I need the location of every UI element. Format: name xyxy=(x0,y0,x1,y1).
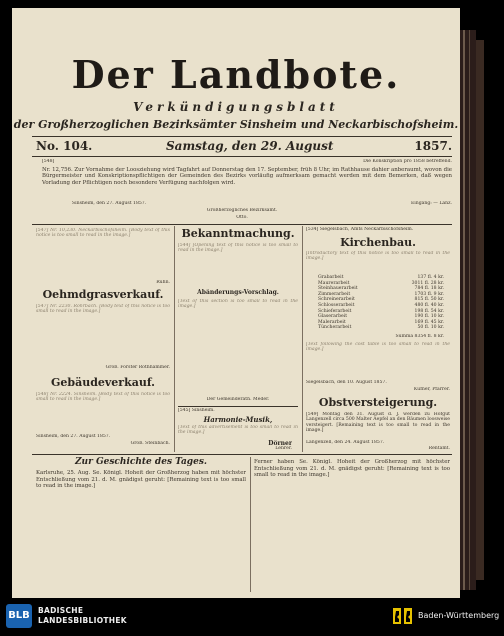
middle-text-2: [Text of this section is too small to read in the image.] xyxy=(178,299,298,310)
masthead-subtitle-1: Verkündigungsblatt xyxy=(133,100,339,114)
right-notice-2-text: [549] Montag den 31. August d. J. werden zu Hofgut Langenzell circa 500 Malter Aepfel an den Bäumen loosweise versteigert. [Remaining text is too small to read in the image.] xyxy=(306,412,450,434)
left-notice-2-signature: Groß. Förster Rothhammer. xyxy=(105,365,170,370)
divider xyxy=(178,406,298,407)
right-heading-2: Obstversteigerung. xyxy=(318,396,438,409)
top-notice-right-note-2: Eingang: — Lanz. xyxy=(410,201,452,206)
divider xyxy=(32,224,452,225)
cost-table-amount: 815 fl. 50 kr. xyxy=(414,297,444,303)
cost-table-amount: 1703 fl. 9 kr. xyxy=(414,291,444,297)
left-notice-1-text: [547] Nr. 10,230. Neckarbischofsheim. [Body text of this notice is too small to read in the image.] xyxy=(36,228,170,239)
left-heading-3: Gebäudeverkauf. xyxy=(50,376,155,389)
cost-table-total: Summa 8354 fl. 8 kr. xyxy=(395,334,444,339)
blb-name-line-1: BADISCHE xyxy=(38,606,84,615)
cost-table-amount: 480 fl. 40 kr. xyxy=(414,302,444,308)
page-stack-edge xyxy=(469,30,470,590)
middle-ad-text: [Text of this advertisement is too small to read in the image.] xyxy=(178,425,298,436)
cost-table-label: Schlosserarbeit xyxy=(318,302,355,308)
right-notice-2-signature: Rentamt. xyxy=(428,446,450,451)
issue-number: No. 104. xyxy=(36,139,93,153)
cost-table-label: Tüncherarbeit xyxy=(318,325,352,331)
top-notice-text: Nr. 12,756. Zur Vornahme der Loosziehung wird Tagfahrt auf Donnerstag den 17. September, früh 8 Uhr, im Rathhause dahier anberaumt, wovon die Bürgermeister und Konskriptionspflichtigen der Gemeinden des Bezirks vorläufig aufmerksam gemacht werden mit dem Bemerken, daß wegen Vorladung der Pflichtigen noch besondere Verfügung nachfolgen wird. xyxy=(42,167,452,186)
bottom-col-right: Ferner haben Se. Königl. Hoheit der Großherzog mit höchster Entschließung vom 21. d. M. gnädigst geruht: [Remaining text is too small to read in the image.] xyxy=(254,459,450,479)
middle-subheading: Abänderungs-Vorschlag. xyxy=(197,289,279,296)
cost-table-label: Maurerarbeit xyxy=(318,280,350,286)
cost-table-row xyxy=(318,325,444,331)
cost-table-amount: 50 fl. 10 kr. xyxy=(417,325,444,331)
top-notice-ref: [548] xyxy=(42,159,55,164)
middle-ad-name: Dörner xyxy=(268,440,292,447)
left-heading-2: Oehmdgrasverkauf. xyxy=(42,288,164,301)
left-notice-1-signature: Ruhn. xyxy=(156,280,170,285)
top-notice-right-note: Die Konskription pro 1858 betreffend. xyxy=(363,159,452,164)
cost-table-label: Grabarbeit xyxy=(318,275,344,280)
left-notice-3-text: [548] Nr. 2224. Sinsheim. [Body text of this notice is too small to read in the image.] xyxy=(36,392,170,403)
blb-name[interactable] xyxy=(38,606,127,625)
cost-table-amount: 198 fl. 54 kr. xyxy=(414,308,444,314)
bottom-heading: Zur Geschichte des Tages. xyxy=(74,457,208,467)
page-stack-edge xyxy=(463,30,465,590)
top-notice-signature: Otto. xyxy=(236,215,248,220)
cost-table-amount: 169 fl. 45 kr. xyxy=(414,319,444,325)
column-divider xyxy=(174,226,175,452)
left-notice-3-signature: Groß. Steinbach. xyxy=(130,441,170,446)
right-signature: Küfner, Pfarrer. xyxy=(413,387,450,392)
column-divider xyxy=(250,457,251,592)
right-heading: Kirchenbau. xyxy=(340,236,416,249)
masthead-title: Der Landbote. xyxy=(71,52,401,97)
top-notice-office: Großherzogliches Bezirksamt. xyxy=(206,208,278,213)
middle-text-1: [544] [Opening text of this notice is too small to read in the image.] xyxy=(178,243,298,254)
top-notice-place-date: Sinsheim, den 27. August 1857. xyxy=(72,201,147,206)
right-place-date: Siegelsbach, den 10. August 1857. xyxy=(306,380,387,385)
right-intro: [Introductory text of this notice is too small to read in the image.] xyxy=(306,251,450,262)
cost-table-label: Steinhauerarbeit xyxy=(318,286,358,292)
middle-ad-ref: [545] Sinsheim. xyxy=(178,408,215,413)
masthead-subtitle-2: der Großherzoglichen Bezirksämter Sinsheim und Neckarbischofsheim. xyxy=(13,118,459,131)
cost-table-amount: 784 fl. 18 kr. xyxy=(414,286,444,292)
cost-table-label: Schieferarbeit xyxy=(318,308,352,314)
left-notice-3-place-date: Sinsheim, den 27. August 1857. xyxy=(36,434,111,439)
cost-table-label: Glaserarbeit xyxy=(318,314,348,320)
divider xyxy=(32,454,452,455)
middle-signature: Der Gemeinderath. Meder. xyxy=(206,397,270,402)
page-stack-edge xyxy=(476,40,484,580)
cost-table-label: Schreinerarbeit xyxy=(318,297,355,303)
middle-ad-role: Lehrer. xyxy=(275,446,292,451)
cost-table-amount: 137 fl. 4 kr. xyxy=(417,275,444,280)
issue-year: 1857. xyxy=(414,139,452,153)
column-divider xyxy=(302,226,303,452)
right-notice-2-place-date: Langenzell, den 24. August 1857. xyxy=(306,440,385,445)
cost-table xyxy=(318,275,444,331)
lion-emblem-icon[interactable] xyxy=(392,606,414,626)
middle-heading: Bekanntmachung. xyxy=(181,227,295,240)
cost-table-label: Zimmerarbeit xyxy=(318,291,351,297)
blb-name-line-2: LANDESBIBLIOTHEK xyxy=(38,615,127,625)
right-after-table: [Text following the cost table is too small to read in the image.] xyxy=(306,342,450,353)
cost-table-amount: 190 fl. 10 kr. xyxy=(414,314,444,320)
bottom-col-left: Karlsruhe, 25. Aug. Se. Königl. Hoheit der Großherzog haben mit höchster Entschließung vom 21. d. M. gnädigst geruht: [Remaining text is too small to read in the image.] xyxy=(36,470,246,490)
issue-date: Samstag, den 29. August xyxy=(166,139,334,153)
left-notice-2-text: [547] Nr. 2230. Rohrbach. [Body text of this notice is too small to read in the image.] xyxy=(36,304,170,315)
middle-ad-title: Harmonie-Musik, xyxy=(203,415,273,424)
newspaper-page xyxy=(12,8,460,598)
divider xyxy=(32,136,452,137)
issue-row xyxy=(36,139,452,155)
right-ref: [534] Siegelsbach, Amts Neckarbischofsheim. xyxy=(306,227,414,232)
cost-table-amount: 3011 fl. 28 kr. xyxy=(411,280,444,286)
bw-name[interactable]: Baden-Württemberg xyxy=(418,611,500,620)
divider xyxy=(32,156,452,157)
cost-table-label: Malerarbeit xyxy=(318,319,346,325)
blb-logo[interactable]: BLB xyxy=(6,604,32,628)
